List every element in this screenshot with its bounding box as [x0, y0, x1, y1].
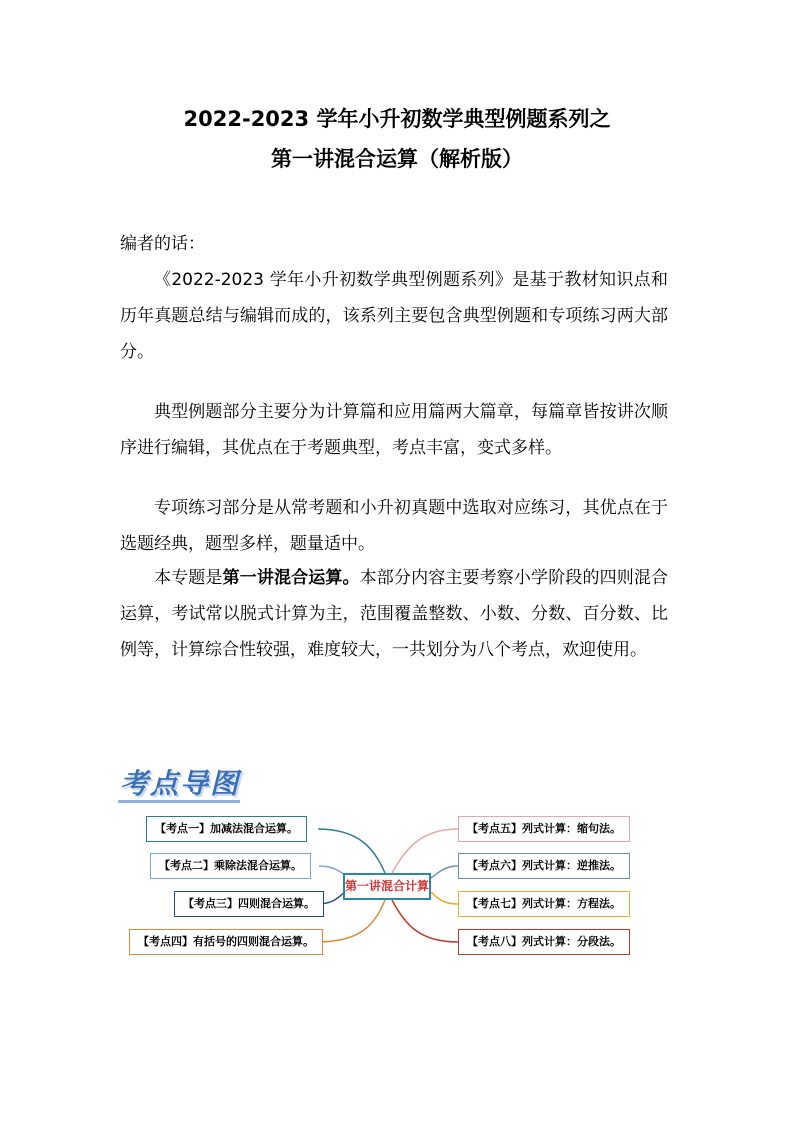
document-title-line1: 2022-2023 学年小升初数学典型例题系列之 [183, 107, 611, 131]
connector-right-2 [428, 866, 458, 879]
mindmap-node-7: 【考点七】列式计算：方程法。 [458, 891, 630, 917]
mindmap-node-4: 【考点四】有括号的四则混合运算。 [129, 929, 323, 955]
para4-topic-bold: 第一讲混合运算。 [222, 568, 360, 588]
intro-paragraph-1: 《2022-2023 学年小升初数学典型例题系列》是基于教材知识点和历年真题总结与编辑而成的，该系列主要包含典型例题和专项练习两大部分。 [120, 270, 668, 362]
mindmap-center-node: 第一讲混合计算 [343, 873, 431, 900]
connector-right-3 [431, 892, 458, 904]
mindmap-node-8: 【考点八】列式计算：分段法。 [458, 929, 630, 955]
para4-suffix: 本部分内容主要考察小学阶段的四则混合运算，考试常以脱式计算为主，范围覆盖整数、小数、分数、百分数、比例等，计算综合性较强，难度较大，一共划分为八个考点，欢迎使用。 [120, 568, 669, 660]
para4-prefix: 本专题是 [154, 568, 223, 588]
intro-paragraph-2: 典型例题部分主要分为计算篇和应用篇两大篇章，每篇章皆按讲次顺序进行编辑，其优点在于考题典型，考点丰富，变式多样。 [120, 402, 668, 458]
mindmap-node-2: 【考点二】乘除法混合运算。 [150, 853, 311, 879]
intro-paragraph-3: 专项练习部分是从常考题和小升初真题中选取对应练习，其优点在于选题经典，题型多样，题量适中。 [120, 498, 668, 554]
connector-right-1 [392, 829, 458, 873]
mindmap-node-3: 【考点三】四则混合运算。 [174, 891, 324, 917]
mindmap-heading: 考点导图 [120, 767, 241, 800]
mindmap-node-5: 【考点五】列式计算：缩句法。 [458, 816, 630, 842]
connector-right-4 [392, 900, 458, 942]
mindmap-node-6: 【考点六】列式计算：逆推法。 [458, 853, 630, 879]
editor-note-heading: 编者的话： [120, 234, 205, 254]
document-title-line2: 第一讲混合运算（解析版） [271, 147, 523, 171]
mindmap-node-1: 【考点一】加减法混合运算。 [146, 816, 307, 842]
connector-left-4 [317, 900, 385, 942]
